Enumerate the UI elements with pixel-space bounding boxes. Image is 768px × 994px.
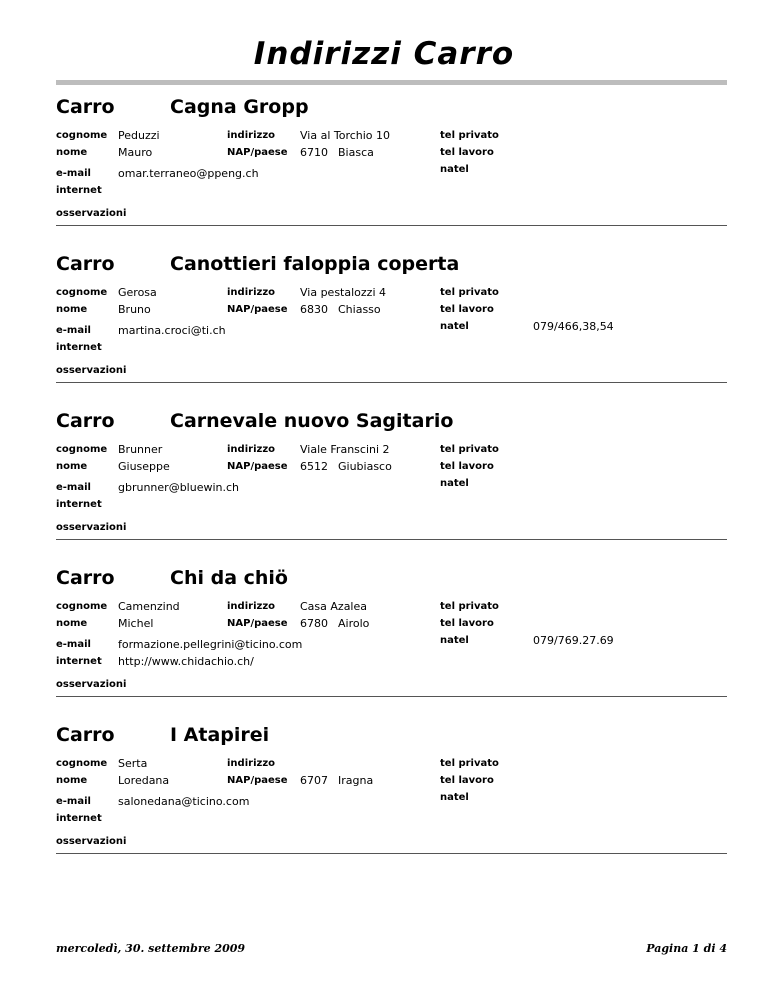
email-label: e-mail [56,168,91,179]
record-name: Carnevale nuovo Sagitario [170,410,454,432]
internet-value: http://www.chidachio.ch/ [118,655,254,668]
title-divider [56,80,727,85]
nome-value: Loredana [118,774,170,787]
osservazioni-label: osservazioni [56,836,127,847]
cognome-value: Brunner [118,443,163,456]
address-record [56,96,727,236]
natel-label: natel [440,164,469,175]
nome-value: Michel [118,617,154,630]
record-name: I Atapirei [170,724,270,746]
group-label: Carro [56,567,115,589]
nome-label: nome [56,461,88,472]
tel-lavoro-label: tel lavoro [440,618,494,629]
nap-value: 6512 [300,460,328,473]
indirizzo-label: indirizzo [227,601,276,612]
cognome-label: cognome [56,601,108,612]
nap-paese-label: NAP/paese [227,147,288,158]
email-label: e-mail [56,482,91,493]
tel-privato-label: tel privato [440,287,499,298]
indirizzo-value: Viale Franscini 2 [300,443,390,456]
record-divider [56,539,727,540]
page-title: Indirizzi Carro [253,36,515,72]
tel-privato-label: tel privato [440,601,499,612]
email-value: martina.croci@ti.ch [118,324,226,337]
email-value: salonedana@ticino.com [118,795,250,808]
tel-lavoro-label: tel lavoro [440,775,494,786]
cognome-label: cognome [56,287,108,298]
osservazioni-label: osservazioni [56,365,127,376]
natel-label: natel [440,321,469,332]
indirizzo-label: indirizzo [227,444,276,455]
indirizzo-value: Casa Azalea [300,600,367,613]
cognome-label: cognome [56,130,108,141]
nome-value: Giuseppe [118,460,170,473]
tel-privato-label: tel privato [440,758,499,769]
internet-label: internet [56,185,102,196]
email-label: e-mail [56,796,91,807]
osservazioni-label: osservazioni [56,208,127,219]
internet-label: internet [56,813,102,824]
record-divider [56,853,727,854]
nap-value: 6710 [300,146,328,159]
address-record [56,253,727,393]
address-record [56,567,727,707]
email-value: formazione.pellegrini@ticino.com [118,638,303,651]
cognome-value: Peduzzi [118,129,160,142]
nome-label: nome [56,775,88,786]
osservazioni-label: osservazioni [56,679,127,690]
nap-paese-label: NAP/paese [227,304,288,315]
cognome-value: Serta [118,757,148,770]
natel-value: 079/769.27.69 [533,634,614,647]
tel-lavoro-label: tel lavoro [440,304,494,315]
natel-label: natel [440,792,469,803]
internet-label: internet [56,656,102,667]
cognome-value: Gerosa [118,286,157,299]
cognome-value: Camenzind [118,600,180,613]
record-name: Cagna Gropp [170,96,309,118]
paese-value: Iragna [338,774,374,787]
indirizzo-label: indirizzo [227,130,276,141]
nap-value: 6780 [300,617,328,630]
email-value: gbrunner@bluewin.ch [118,481,240,494]
indirizzo-value: Via al Torchio 10 [300,129,391,142]
record-name: Canottieri faloppia coperta [170,253,460,275]
nome-value: Bruno [118,303,151,316]
group-label: Carro [56,410,115,432]
natel-label: natel [440,478,469,489]
record-name: Chi da chiö [170,567,288,589]
indirizzo-value: Via pestalozzi 4 [300,286,386,299]
natel-label: natel [440,635,469,646]
group-label: Carro [56,96,115,118]
address-record [56,410,727,550]
email-label: e-mail [56,639,91,650]
group-label: Carro [56,253,115,275]
indirizzo-label: indirizzo [227,287,276,298]
nome-label: nome [56,618,88,629]
email-value: omar.terraneo@ppeng.ch [118,167,259,180]
osservazioni-label: osservazioni [56,522,127,533]
nome-label: nome [56,147,88,158]
nap-paese-label: NAP/paese [227,461,288,472]
internet-label: internet [56,499,102,510]
footer-page-number: Pagina 1 di 4 [646,942,727,955]
tel-privato-label: tel privato [440,444,499,455]
group-label: Carro [56,724,115,746]
nap-paese-label: NAP/paese [227,618,288,629]
paese-value: Giubiasco [338,460,392,473]
record-divider [56,382,727,383]
nap-value: 6830 [300,303,328,316]
indirizzo-label: indirizzo [227,758,276,769]
paese-value: Biasca [338,146,374,159]
nome-label: nome [56,304,88,315]
record-divider [56,225,727,226]
cognome-label: cognome [56,444,108,455]
natel-value: 079/466,38,54 [533,320,614,333]
nap-paese-label: NAP/paese [227,775,288,786]
cognome-label: cognome [56,758,108,769]
internet-label: internet [56,342,102,353]
nap-value: 6707 [300,774,328,787]
footer-date: mercoledì, 30. settembre 2009 [56,942,246,955]
record-divider [56,696,727,697]
tel-lavoro-label: tel lavoro [440,461,494,472]
tel-privato-label: tel privato [440,130,499,141]
tel-lavoro-label: tel lavoro [440,147,494,158]
paese-value: Airolo [338,617,370,630]
nome-value: Mauro [118,146,153,159]
email-label: e-mail [56,325,91,336]
address-record [56,724,727,864]
paese-value: Chiasso [338,303,381,316]
